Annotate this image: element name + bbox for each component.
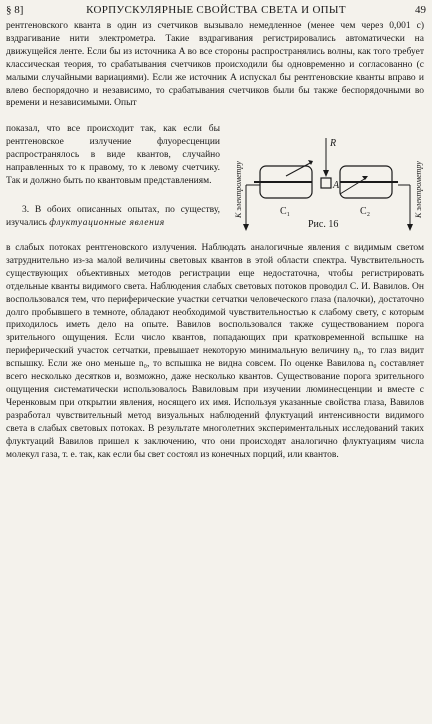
source-label: R	[330, 138, 337, 149]
beam-arrowhead-icon	[323, 170, 329, 177]
section-3-paragraph-start	[6, 204, 220, 240]
target-label: A	[333, 180, 340, 191]
right-electrometer-label: К электрометру	[414, 161, 423, 218]
left-electrometer-label: К электрометру	[234, 161, 243, 218]
counter-c2-label: C₂	[360, 206, 371, 217]
section-3-number: 3.	[22, 205, 30, 215]
counter-c1-label: C₁	[280, 206, 291, 217]
section-3-emphasis: флуктуационные явления	[49, 217, 165, 228]
running-title: КОРПУСКУЛЯРНЫЕ СВОЙСТВА СВЕТА И ОПЫТ	[86, 4, 346, 16]
paragraph-wrap: показал, что все происходит так, как если бы рентгеновское излучение флуоресценции распространялось в виде квантов, случайно направленных то к правому, то к левому счетчику. Так и должно быть по квантовым представлениям.	[6, 124, 220, 186]
page-number: 49	[415, 4, 426, 16]
section-3-paragraph: в слабых потоках рентгеновского излучения. Наблюдать аналогичные явления с видимым светом затруднительно из-за малой величины световых квантов в этой области спектра. Чувствительность существующих объективных методов регистрации еще недостаточна, чтобы регистрировать отдельные кванты видимого света. Наблюдения слабых световых потоков проводил С. И. Вавилов. Он воспользовался тем, что периферические участки сетчатки человеческого глаза (палочки), достаточно долго пробывшего в темноте, обладают необходимой чувствительностью к слабому свету, с которым приходилось иметь дело на опыте. Вавилов воспользовался также существованием порога зрительного ощущения. Если число квантов, попадающих при кратковременной вспышке на периферический участок сетчатки, превышает некоторую минимальную величину n₀, то глаз видит вспышку. Если же оно меньше n₀, то вспышка не видна совсем. По оценке Вавилова n₀ составляет всего несколько десятков и, возможно, даже несколько квантов. Существование порога зрительного ощущения систематически использовалось Вавиловым при изучении люминесценции и вместе с Черенковым при открытии явления, носящего их имя. Используя указанные свойства глаза, Вавилов разработал чувствительный метод визуальных наблюдений флуктуаций интенсивности видимого света в слабых световых потоках. В результате многолетних экспериментальных исследований таких флуктуаций Вавилов пришел к заключению, что они происходят аналогично флуктуациям числа молекул газа, т. е. так, как если бы свет состоял из конечных порций, или квантов.	[6, 243, 424, 460]
paragraph-top: рентгеновского кванта в один из счетчиков вызывало немедленное (менее чем через 0,001 с) вздрагивание нити электрометра. Такие вздрагивания регистрировались автоматически на движущейся ленте. Если бы из источника A во все стороны распространялись волны, как того требует классическая теория, то срабатывания счетчиков происходили бы одновременно и согласованно (с малыми случайными вариациями). Если же источник A испускал бы рентгеновские кванты вправо и влево беспорядочно и независимо, то срабатывания счетчиков были бы также беспорядочными во времени и независимыми. Опыт	[6, 21, 424, 109]
target-foil	[321, 178, 331, 188]
left-arrowhead-icon	[243, 224, 249, 231]
section-3-lead: В обоих описанных опытах, по существу, изучались	[6, 205, 220, 228]
running-header	[6, 2, 426, 18]
figure-caption: Рис. 16	[308, 219, 339, 230]
ray-to-c2	[340, 178, 366, 194]
right-arrowhead-icon	[407, 224, 413, 231]
section-mark: § 8]	[6, 4, 24, 16]
ray-to-c1	[286, 162, 312, 176]
